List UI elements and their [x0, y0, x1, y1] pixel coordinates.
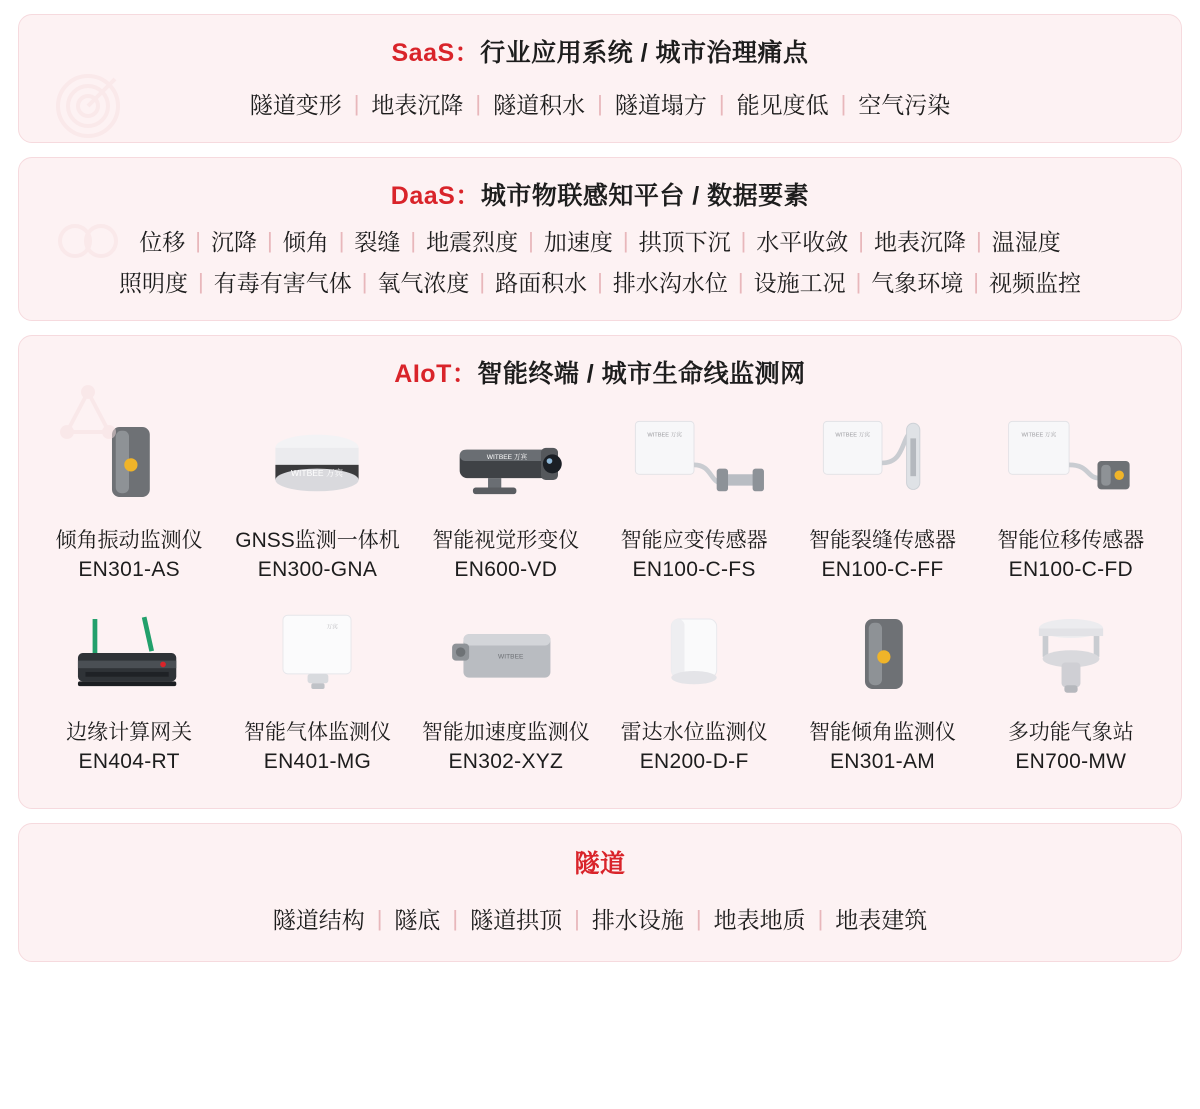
device-name: 智能倾角监测仪	[808, 721, 956, 744]
daas-title-prefix: DaaS：	[390, 182, 481, 210]
svg-text:WITBEE 万宾: WITBEE 万宾	[486, 454, 527, 462]
daas-item: 有毒有害气体	[213, 270, 352, 296]
saas-panel	[18, 14, 1182, 143]
device-card[interactable]	[788, 596, 976, 784]
separator: |	[840, 90, 847, 116]
device-card[interactable]	[977, 596, 1165, 784]
separator: |	[266, 227, 273, 253]
daas-item: 温湿度	[991, 229, 1061, 255]
gas-monitor-icon	[225, 602, 409, 706]
svg-text:万宾: 万宾	[326, 624, 339, 631]
displacement-sensor-icon	[979, 410, 1163, 514]
separator: |	[338, 227, 345, 253]
daas-item: 照明度	[118, 270, 188, 296]
device-model: EN100-C-FF	[821, 558, 944, 581]
device-grid	[19, 398, 1181, 808]
tunnel-item: 隧道拱顶	[470, 907, 563, 933]
aiot-panel	[18, 335, 1182, 809]
crack-sensor-icon	[790, 410, 974, 514]
device-model: EN301-AS	[78, 558, 180, 581]
separator: |	[479, 268, 486, 294]
separator: |	[528, 227, 534, 253]
separator: |	[740, 227, 747, 253]
separator: |	[574, 905, 580, 931]
tunnel-panel	[18, 823, 1182, 962]
svg-text:WITBEE 万宾: WITBEE 万宾	[291, 468, 344, 479]
daas-item: 加速度	[543, 229, 613, 255]
daas-item: 排水沟水位	[612, 270, 728, 296]
device-model: EN700-MW	[1015, 750, 1127, 773]
device-card[interactable]	[600, 596, 788, 784]
saas-item: 隧道积水	[493, 92, 586, 118]
daas-item: 地震烈度	[426, 229, 519, 255]
daas-item: 倾角	[282, 229, 329, 255]
tunnel-item: 地表建筑	[835, 907, 928, 933]
device-name: 多功能气象站	[1007, 721, 1134, 744]
daas-item: 沉降	[210, 229, 257, 255]
separator: |	[452, 905, 459, 931]
strain-sensor-icon	[602, 410, 786, 514]
device-model: EN300-GNA	[257, 558, 378, 581]
tunnel-item: 隧底	[394, 907, 441, 933]
separator: |	[197, 268, 204, 294]
device-card[interactable]	[35, 404, 223, 592]
device-model: EN302-XYZ	[448, 750, 564, 773]
svg-text:WITBEE 万宾: WITBEE 万宾	[1021, 432, 1056, 439]
separator: |	[858, 227, 865, 253]
daas-title	[19, 158, 1181, 220]
device-card[interactable]	[223, 596, 411, 784]
svg-text:WITBEE 万宾: WITBEE 万宾	[647, 432, 683, 439]
saas-item: 隧道变形	[249, 92, 342, 118]
separator: |	[475, 90, 482, 116]
svg-text:WITBEE: WITBEE	[497, 653, 524, 661]
daas-item: 位移	[139, 229, 186, 255]
aiot-title-main: 智能终端 / 城市生命线监测网	[477, 360, 806, 388]
device-model: EN600-VD	[454, 558, 558, 581]
device-model: EN100-C-FS	[632, 558, 756, 581]
separator: |	[622, 227, 629, 253]
svg-text:WITBEE 万宾: WITBEE 万宾	[835, 432, 871, 439]
saas-title	[19, 15, 1181, 77]
separator: |	[695, 905, 702, 931]
saas-item: 能见度低	[736, 92, 829, 118]
separator: |	[976, 227, 982, 253]
weather-station-icon	[979, 602, 1163, 706]
radar-water-level-icon	[602, 602, 786, 706]
device-card[interactable]	[412, 404, 600, 592]
separator: |	[376, 905, 383, 931]
tunnel-item: 地表地质	[713, 907, 806, 933]
saas-title-main: 行业应用系统 / 城市治理痛点	[480, 39, 809, 67]
daas-item: 视频监控	[989, 270, 1082, 296]
separator: |	[361, 268, 368, 294]
device-name: 边缘计算网关	[66, 721, 193, 744]
tunnel-items	[19, 888, 1181, 961]
separator: |	[817, 905, 824, 931]
edge-gateway-icon	[37, 602, 221, 706]
daas-item: 设施工况	[753, 270, 846, 296]
vision-camera-icon	[414, 410, 598, 514]
device-model: EN404-RT	[78, 750, 180, 773]
saas-item: 空气污染	[858, 92, 951, 118]
tilt-vibration-sensor-icon	[37, 410, 221, 514]
daas-item: 拱顶下沉	[638, 229, 731, 255]
daas-item: 气象环境	[871, 270, 964, 296]
accelerometer-icon	[414, 602, 598, 706]
device-card[interactable]	[977, 404, 1165, 592]
device-name: GNSS监测一体机	[235, 529, 400, 552]
device-card[interactable]	[600, 404, 788, 592]
separator: |	[597, 90, 603, 116]
tunnel-item: 隧道结构	[272, 907, 365, 933]
daas-panel	[18, 157, 1182, 321]
daas-item: 路面积水	[495, 270, 588, 296]
device-model: EN401-MG	[263, 750, 372, 773]
saas-item: 地表沉降	[371, 92, 464, 118]
daas-item: 氧气浓度	[377, 270, 470, 296]
device-name: 智能位移传感器	[997, 529, 1145, 552]
device-card[interactable]	[788, 404, 976, 592]
separator: |	[410, 227, 417, 253]
daas-item: 水平收敛	[756, 229, 849, 255]
saas-items	[19, 77, 1181, 142]
device-model: EN100-C-FD	[1008, 558, 1133, 581]
separator: |	[737, 268, 744, 294]
separator: |	[597, 268, 603, 294]
saas-item: 隧道塌方	[614, 92, 707, 118]
device-card[interactable]	[412, 596, 600, 784]
daas-title-main: 城市物联感知平台 / 数据要素	[480, 182, 810, 210]
separator: |	[855, 268, 862, 294]
device-model: EN301-AM	[829, 750, 936, 773]
saas-title-prefix: SaaS：	[391, 39, 481, 67]
device-name: 智能加速度监测仪	[421, 721, 590, 744]
daas-items-row-1	[19, 220, 1181, 261]
separator: |	[353, 90, 360, 116]
device-card[interactable]	[35, 596, 223, 784]
daas-item: 地表沉降	[874, 229, 967, 255]
device-name: 智能裂缝传感器	[808, 529, 956, 552]
device-name: 雷达水位监测仪	[620, 721, 768, 744]
aiot-title	[19, 336, 1181, 398]
daas-item: 裂缝	[354, 229, 401, 255]
tunnel-title: 隧道	[574, 850, 626, 878]
separator: |	[718, 90, 725, 116]
separator: |	[195, 227, 201, 253]
device-name: 倾角振动监测仪	[55, 529, 203, 552]
tilt-monitor-icon	[790, 602, 974, 706]
tunnel-item: 排水设施	[591, 907, 684, 933]
device-name: 智能气体监测仪	[243, 721, 391, 744]
device-model: EN200-D-F	[639, 750, 749, 773]
device-name: 智能应变传感器	[620, 529, 768, 552]
separator: |	[973, 268, 980, 294]
daas-items-row-2	[19, 261, 1181, 320]
aiot-title-prefix: AIoT：	[394, 360, 478, 388]
gnss-receiver-icon	[225, 410, 409, 514]
device-name: 智能视觉形变仪	[432, 529, 580, 552]
device-card[interactable]	[223, 404, 411, 592]
